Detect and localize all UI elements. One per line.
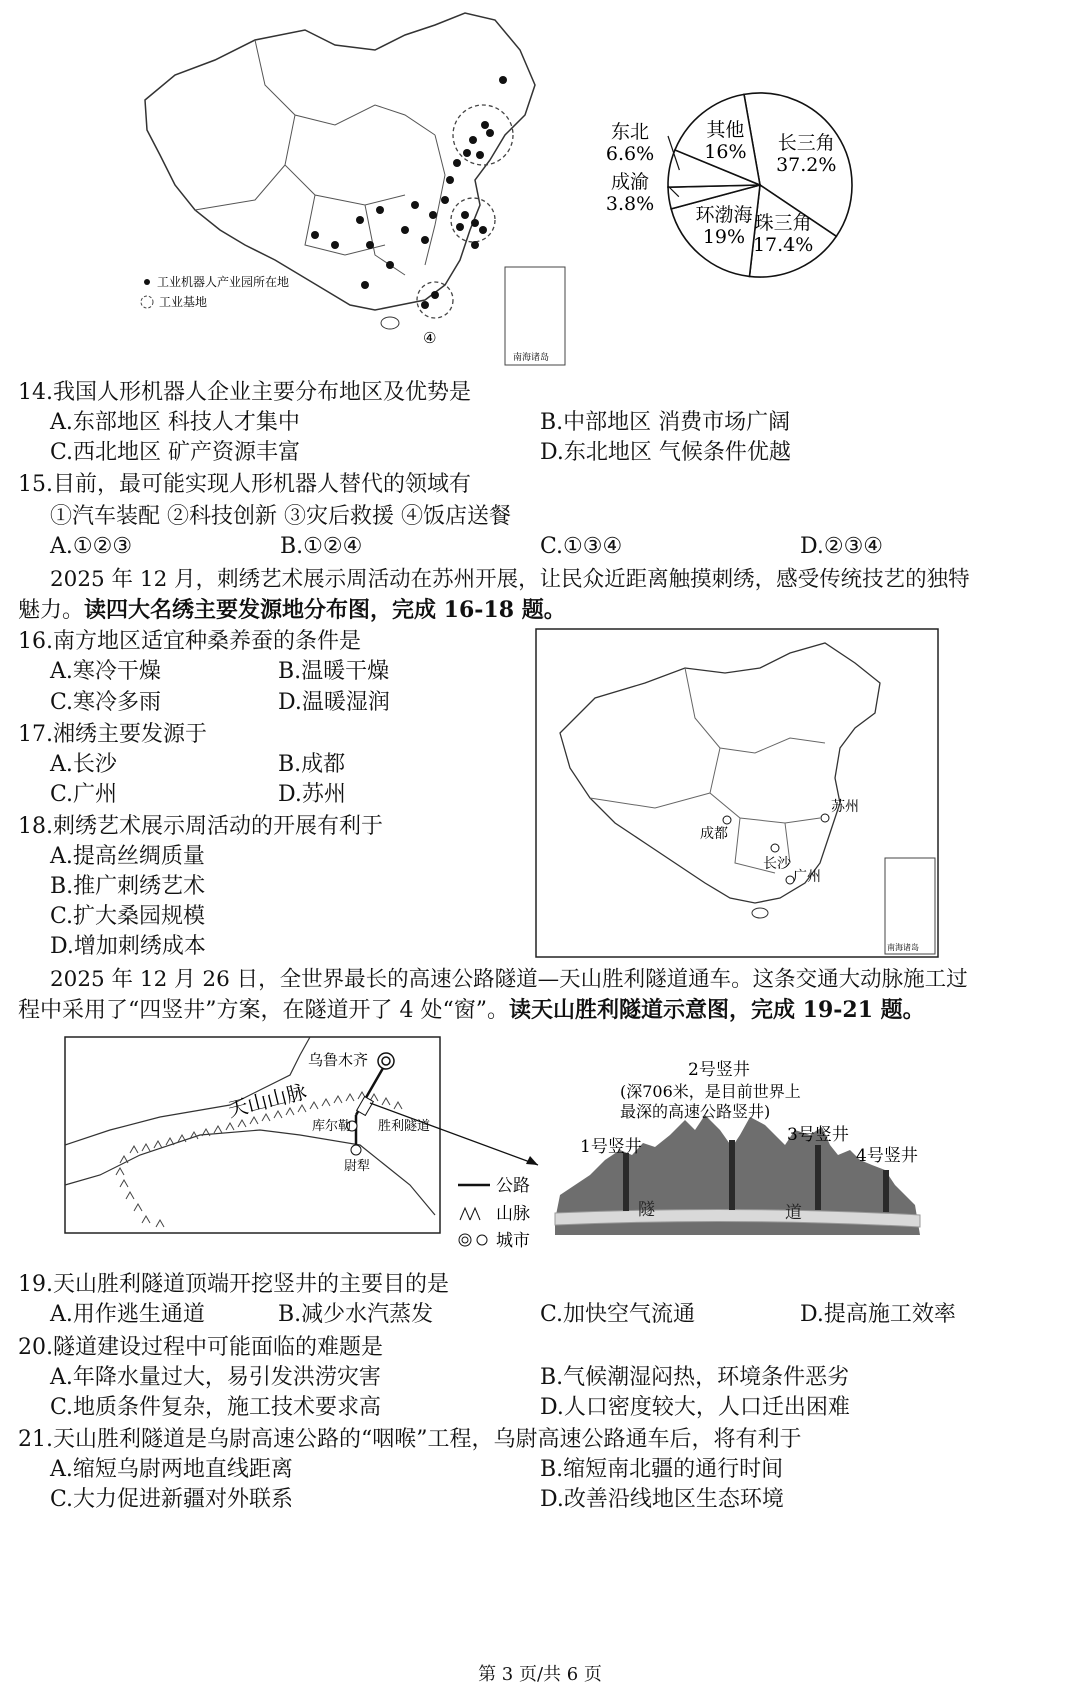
intro3-line1: 2025 年 12 月 26 日，全世界最长的高速公路隧道—天山胜利隧道通车。这条交通大动脉施工过: [50, 967, 968, 992]
label-shaft3: 3号竖井: [787, 1125, 849, 1145]
q19-option-a[interactable]: A.用作逃生通道: [50, 1302, 205, 1327]
q16-stem: 16.南方地区适宜种桑养蚕的条件是: [18, 629, 361, 654]
q17-stem: 17.湘绣主要发源于: [18, 722, 207, 747]
q20-option-b[interactable]: B.气候潮湿闷热，环境条件恶劣: [540, 1365, 850, 1390]
legend-base: 工业基地: [159, 295, 208, 309]
q16-option-c[interactable]: C.寒冷多雨: [50, 690, 162, 715]
suzhou-marker: [821, 814, 829, 822]
q18-option-b[interactable]: B.推广刺绣艺术: [50, 874, 206, 899]
mountain-legend-icon: [460, 1208, 480, 1220]
tunnel-figure: [60, 1035, 980, 1275]
pie-label-4: 东北: [610, 121, 650, 143]
q21-option-d[interactable]: D.改善沿线地区生态环境: [540, 1487, 784, 1512]
intro3-line2: 程中采用了“四竖井”方案，在隧道开了 4 处“窗”。读天山胜利隧道示意图，完成 19-21 题。: [18, 997, 925, 1023]
q19-option-d[interactable]: D.提高施工效率: [800, 1302, 956, 1327]
intro2-line2: 魅力。读四大名绣主要发源地分布图，完成 16-18 题。: [18, 597, 566, 623]
label-urumqi: 乌鲁木齐: [308, 1051, 369, 1069]
q15-items: ①汽车装配 ②科技创新 ③灾后救援 ④饭店送餐: [50, 504, 511, 529]
q18-option-a[interactable]: A.提高丝绸质量: [50, 844, 205, 869]
label-yuli: 尉犁: [344, 1159, 371, 1174]
label-chengdu: 成都: [700, 826, 728, 842]
q17-option-c[interactable]: C.广州: [50, 782, 118, 807]
pie-value-2: 19%: [702, 225, 746, 248]
label-korla: 库尔勒: [312, 1119, 352, 1134]
q17-option-d[interactable]: D.苏州: [278, 782, 346, 807]
label-shaft2: 2号竖井: [688, 1060, 750, 1080]
pie-label-3: 成渝: [610, 171, 650, 193]
label-shaft4: 4号竖井: [856, 1146, 918, 1166]
q14-option-a[interactable]: A.东部地区 科技人才集中: [50, 410, 300, 435]
intro2-line1: 2025 年 12 月，刺绣艺术展示周活动在苏州开展，让民众近距离触摸刺绣，感受传统技艺的独特: [50, 567, 970, 592]
legend-mountain: 山脉: [496, 1204, 530, 1224]
inset-label: 南海诸岛: [887, 943, 919, 952]
q21-option-a[interactable]: A.缩短乌尉两地直线距离: [50, 1457, 293, 1482]
arrow-icon: [526, 1156, 538, 1165]
robot-park-map: [135, 5, 585, 370]
inset-label: 南海诸岛: [513, 353, 550, 363]
pie-label-1: 珠三角: [754, 212, 812, 235]
q15-stem: 15.目前，最可能实现人形机器人替代的领域有: [18, 472, 471, 497]
embroidery-map: [535, 628, 940, 958]
label-tunnel: 胜利隧道: [378, 1119, 431, 1134]
q14-option-b[interactable]: B.中部地区 消费市场广阔: [540, 410, 791, 435]
marker-4: ④: [423, 329, 437, 347]
chengdu-marker: [723, 816, 731, 824]
q21-option-c[interactable]: C.大力促进新疆对外联系: [50, 1487, 294, 1512]
q18-option-d[interactable]: D.增加刺绣成本: [50, 934, 206, 959]
pie-value-5: 16%: [704, 140, 747, 163]
q16-option-b[interactable]: B.温暖干燥: [278, 659, 390, 684]
legend-circle-icon: [141, 296, 153, 308]
q21-stem: 21.天山胜利隧道是乌尉高速公路的“咽喉”工程，乌尉高速公路通车后，将有利于: [18, 1427, 802, 1452]
pie-label-2: 环渤海: [695, 203, 753, 226]
q19-stem: 19.天山胜利隧道顶端开挖竖井的主要目的是: [18, 1272, 449, 1297]
pie-value-0: 37.2%: [776, 153, 837, 176]
south-sea-inset: [505, 267, 565, 365]
changsha-marker: [771, 844, 779, 852]
hainan: [381, 317, 399, 329]
pie-chart: [600, 80, 880, 300]
south-sea-inset: [885, 858, 935, 954]
label-tianshan: 天山山脉: [225, 1079, 309, 1122]
q20-stem: 20.隧道建设过程中可能面临的难题是: [18, 1335, 383, 1360]
label-sui: 隧: [638, 1200, 655, 1220]
q16-option-a[interactable]: A.寒冷干燥: [50, 659, 161, 684]
q19-option-c[interactable]: C.加快空气流通: [540, 1302, 696, 1327]
q21-option-b[interactable]: B.缩短南北疆的通行时间: [540, 1457, 784, 1482]
q15-option-b[interactable]: B.①②④: [280, 534, 363, 559]
china-outline: [145, 13, 535, 310]
pie-value-4: 6.6%: [605, 143, 655, 165]
label-shaft1: 1号竖井: [580, 1137, 642, 1157]
legend-park: 工业机器人产业园所在地: [157, 275, 290, 289]
legend-city: 城市: [496, 1231, 530, 1251]
q15-option-c[interactable]: C.①③④: [540, 534, 623, 559]
q15-option-a[interactable]: A.①②③: [50, 534, 133, 559]
pie-value-1: 17.4%: [752, 234, 814, 257]
q18-stem: 18.刺绣艺术展示周活动的开展有利于: [18, 814, 383, 839]
pie-label-0: 长三角: [777, 131, 835, 154]
q14-option-c[interactable]: C.西北地区 矿产资源丰富: [50, 440, 301, 465]
q19-option-b[interactable]: B.减少水汽蒸发: [278, 1302, 434, 1327]
q14-stem: 14.我国人形机器人企业主要分布地区及优势是: [18, 380, 471, 405]
pie-value-3: 3.8%: [605, 193, 655, 215]
legend-road: 公路: [496, 1176, 530, 1196]
shaft2-note-1: (深706米，是目前世界上: [620, 1082, 801, 1101]
pie-label-5: 其他: [706, 118, 745, 141]
label-suzhou: 苏州: [831, 799, 859, 815]
label-guangzhou: 广州: [793, 869, 821, 885]
q17-option-a[interactable]: A.长沙: [50, 752, 117, 777]
page-footer: 第 3 页/共 6 页: [478, 1664, 602, 1685]
q20-option-d[interactable]: D.人口密度较大，人口迁出困难: [540, 1395, 850, 1420]
q16-option-d[interactable]: D.温暖湿润: [278, 690, 390, 715]
legend-dot-icon: [144, 279, 150, 285]
q15-option-d[interactable]: D.②③④: [800, 534, 884, 559]
q20-option-a[interactable]: A.年降水量过大，易引发洪涝灾害: [50, 1365, 381, 1390]
shaft2-note-2: 最深的高速公路竖井): [620, 1102, 771, 1121]
q20-option-c[interactable]: C.地质条件复杂，施工技术要求高: [50, 1395, 382, 1420]
q14-option-d[interactable]: D.东北地区 气候条件优越: [540, 440, 791, 465]
q17-option-b[interactable]: B.成都: [278, 752, 346, 777]
label-dao: 道: [785, 1203, 802, 1223]
yuli-marker: [351, 1145, 361, 1155]
label-changsha: 长沙: [763, 856, 791, 872]
q18-option-c[interactable]: C.扩大桑园规模: [50, 904, 206, 929]
